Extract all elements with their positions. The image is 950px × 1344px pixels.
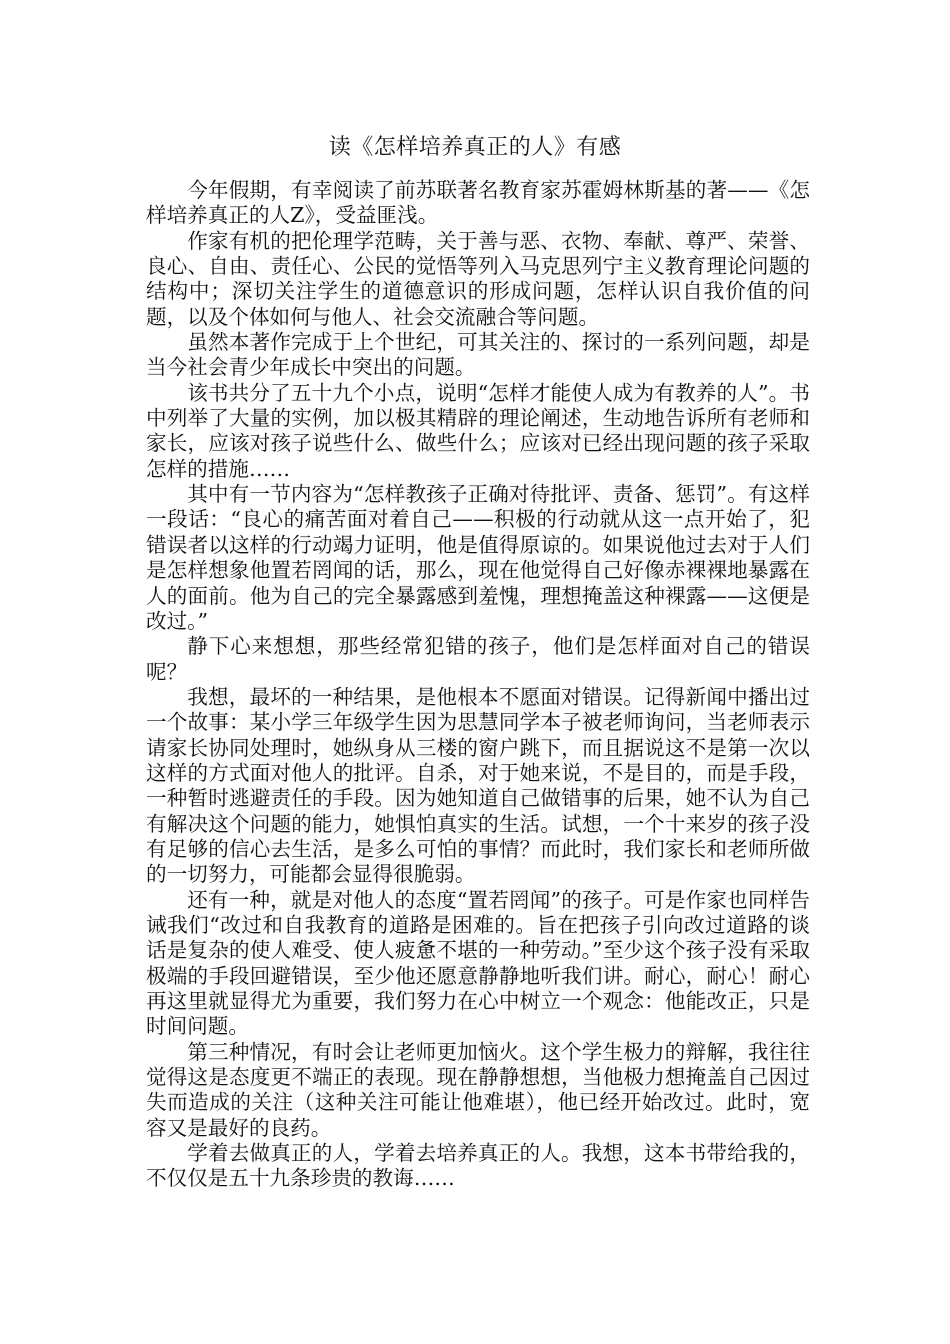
paragraph: 第三种情况，有时会让老师更加恼火。这个学生极力的辩解，我往往觉得这是态度更不端正的表现。现在静静想想，当他极力想掩盖自己因过失而造成的关注（这种关注可能让他难堪），他已经开始改过。此时，宽容又是最好的良药。 xyxy=(146,1039,810,1140)
paragraph: 该书共分了五十九个小点，说明“怎样才能使人成为有教养的人”。书中列举了大量的实例，加以极其精辟的理论阐述，生动地告诉所有老师和家长，应该对孩子说些什么、做些什么；应该对已经出现问题的孩子采取怎样的措施…… xyxy=(146,380,810,481)
paragraph: 静下心来想想，那些经常犯错的孩子，他们是怎样面对自己的错误呢？ xyxy=(146,634,810,684)
paragraph: 还有一种，就是对他人的态度“置若罔闻”的孩子。可是作家也同样告诫我们“改过和自我教育的道路是困难的。旨在把孩子引向改过道路的谈话是复杂的使人难受、使人疲惫不堪的一种劳动。”至少这个孩子没有采取极端的手段回避错误，至少他还愿意静静地听我们讲。耐心，耐心！耐心再这里就显得尤为重要，我们努力在心中树立一个观念：他能改正，只是时间问题。 xyxy=(146,887,810,1039)
paragraph: 其中有一节内容为“怎样教孩子正确对待批评、责备、惩罚”。有这样一段话：“良心的痛苦面对着自己——积极的行动就从这一点开始了，犯错误者以这样的行动竭力证明，他是值得原谅的。如果说他过去对于人们是怎样想象他置若罔闻的话，那么，现在他觉得自己好像赤裸裸地暴露在人的面前。他为自己的完全暴露感到羞愧，理想掩盖这种裸露——这便是改过。” xyxy=(146,482,810,633)
paragraph: 我想，最坏的一种结果，是他根本不愿面对错误。记得新闻中播出过一个故事：某小学三年级学生因为思慧同学本子被老师询问，当老师表示请家长协同处理时，她纵身从三楼的窗户跳下，而且据说这不是第一次以这样的方式面对他人的批评。自杀，对于她来说，不是目的，而是手段，一种暂时逃避责任的手段。因为她知道自己做错事的后果，她不认为自己有解决这个问题的能力，她惧怕真实的生活。试想，一个十来岁的孩子没有足够的信心去生活，是多么可怕的事情？而此时，我们家长和老师所做的一切努力，可能都会显得很脆弱。 xyxy=(146,684,810,887)
paragraph: 今年假期，有幸阅读了前苏联著名教育家苏霍姆林斯基的著——《怎样培养真正的人Z》，受益匪浅。 xyxy=(146,178,810,228)
document-title: 读《怎样培养真正的人》有感 xyxy=(328,135,622,160)
paragraph: 学着去做真正的人，学着去培养真正的人。我想，这本书带给我的，不仅仅是五十九条珍贵的教诲…… xyxy=(146,1141,810,1191)
paragraph: 作家有机的把伦理学范畴，关于善与恶、衣物、奉献、尊严、荣誉、良心、自由、责任心、公民的觉悟等列入马克思列宁主义教育理论问题的结构中；深切关注学生的道德意识的形成问题，怎样认识自我价值的问题，以及个体如何与他人、社会交流融合等问题。 xyxy=(146,228,810,329)
document-body xyxy=(146,178,810,1192)
paragraph: 虽然本著作完成于上个世纪，可其关注的、探讨的一系列问题，却是当今社会青少年成长中突出的问题。 xyxy=(146,330,810,380)
